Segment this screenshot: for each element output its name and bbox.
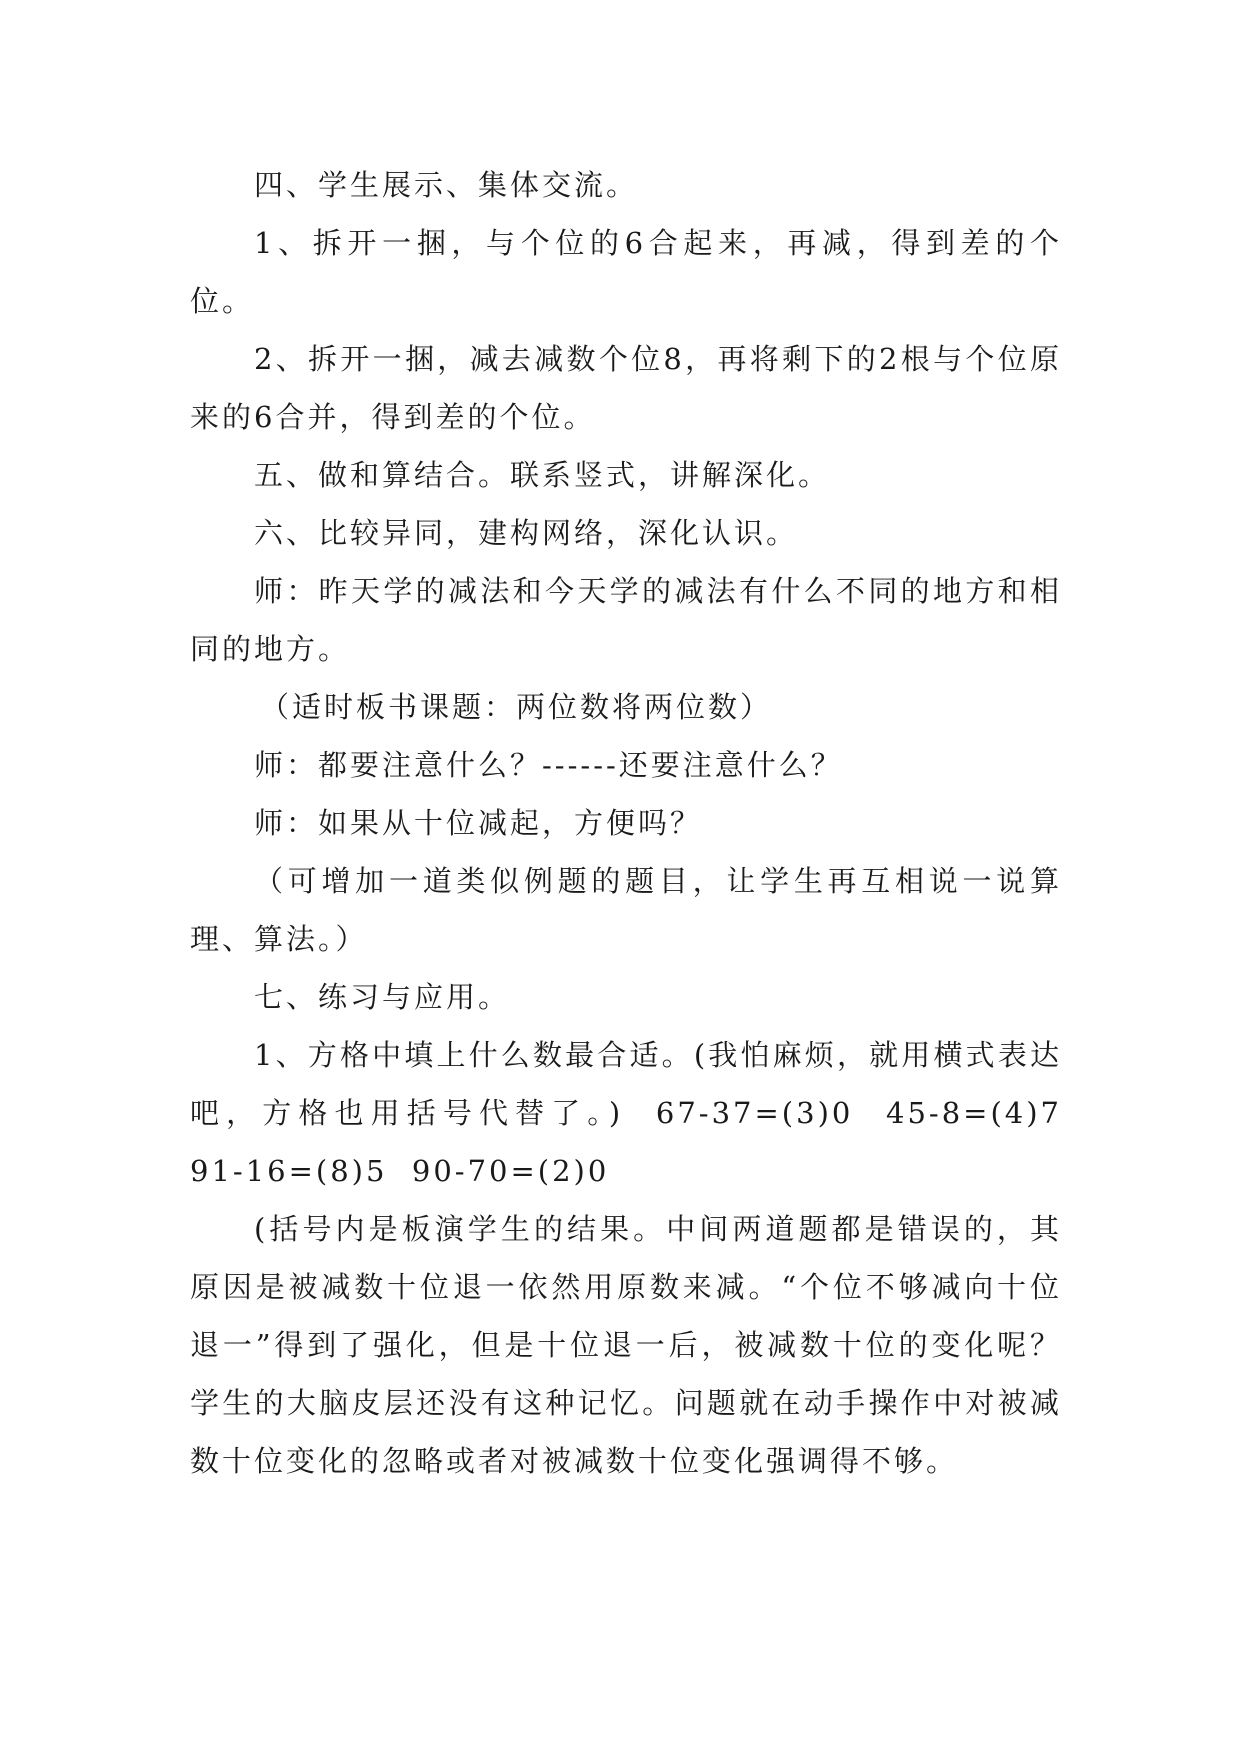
section-heading-4: 四、学生展示、集体交流。 <box>254 168 639 202</box>
teacher-question-2: 师：都要注意什么？------还要注意什么？ <box>254 748 843 782</box>
analysis-paragraph: (括号内是板演学生的结果。中间两道题都是错误的，其原因是被减数十位退一依然用原数来减。“个位不够减向十位退一”得到了强化，但是十位退一后，被减数十位的变化呢？学生的大脑皮层还没有这种记忆。问题就在动手操作中对被减数十位变化的忽略或者对被减数十位变化强调得不够。 <box>190 1212 1062 1478</box>
paragraph-step-1: 1、拆开一捆，与个位的6合起来，再减，得到差的个位。 <box>190 226 1062 318</box>
section-heading-5: 五、做和算结合。联系竖式，讲解深化。 <box>254 458 831 492</box>
document-page <box>190 156 1075 1490</box>
extension-note: （可增加一道类似例题的题目，让学生再互相说一说算理、算法。） <box>190 864 1062 956</box>
teacher-question-3: 师：如果从十位减起，方便吗？ <box>254 806 703 840</box>
teacher-question-1: 师：昨天学的减法和今天学的减法有什么不同的地方和相同的地方。 <box>190 574 1062 666</box>
section-heading-7: 七、练习与应用。 <box>254 980 511 1014</box>
exercise-1: 1、方格中填上什么数最合适。(我怕麻烦，就用横式表达吧，方格也用括号代替了。) 67-37=(3)0 45-8=(4)7 91-16=(8)5 90-70=(2)0 <box>190 1038 1075 1188</box>
board-note: （适时板书课题：两位数将两位数） <box>260 690 773 724</box>
paragraph-step-2: 2、拆开一捆，减去减数个位8，再将剩下的2根与个位原来的6合并，得到差的个位。 <box>190 342 1062 434</box>
section-heading-6: 六、比较异同，建构网络，深化认识。 <box>254 516 799 550</box>
